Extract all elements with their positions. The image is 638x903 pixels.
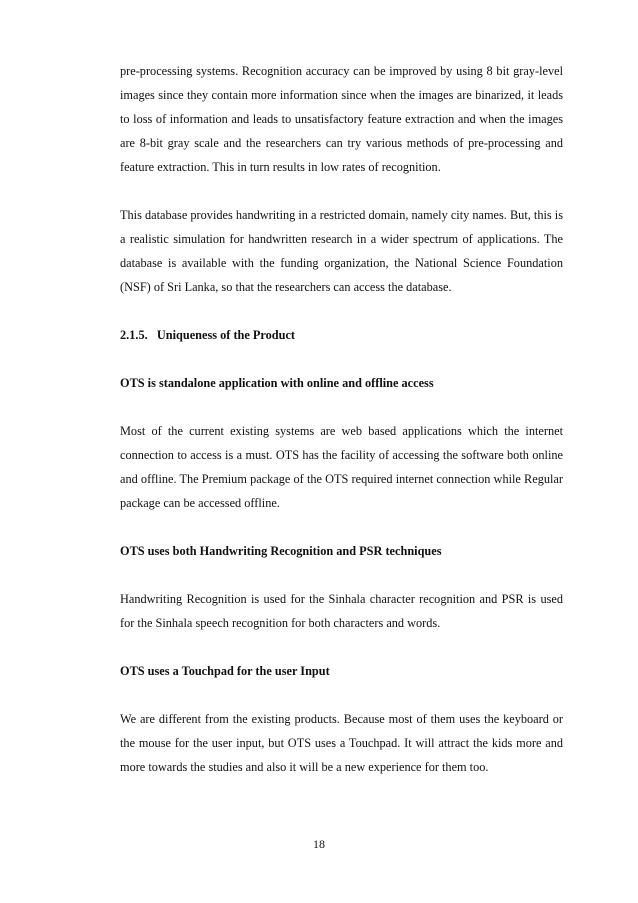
section-heading bbox=[120, 323, 563, 347]
subsection-heading-standalone: OTS is standalone application with online and offline access bbox=[120, 376, 434, 390]
section-number: 2.1.5. bbox=[120, 328, 148, 342]
subsection-heading-recognition: OTS uses both Handwriting Recognition and PSR techniques bbox=[120, 544, 442, 558]
body-paragraph-recognition: Handwriting Recognition is used for the Sinhala character recognition and PSR is used for the Sinhala speech recognition for both characters and words. bbox=[120, 592, 563, 630]
body-paragraph-touchpad: We are different from the existing products. Because most of them uses the keyboard or the mouse for the user input, but OTS uses a Touchpad. It will attract the kids more and more towards the studies and also it will be a new experience for them too. bbox=[120, 712, 563, 774]
body-paragraph-preprocessing: pre-processing systems. Recognition accuracy can be improved by using 8 bit gray-level images since they contain more information since when the images are binarized, it leads to loss of information and leads to unsatisfactory feature extraction and when the images are 8-bit gray scale and the researchers can try various methods of pre-processing and feature extraction. This in turn results in low rates of recognition. bbox=[120, 64, 563, 174]
subsection-heading-touchpad: OTS uses a Touchpad for the user Input bbox=[120, 664, 330, 678]
page-number: 18 bbox=[313, 837, 325, 851]
section-title: Uniqueness of the Product bbox=[156, 328, 296, 342]
body-paragraph-database: This database provides handwriting in a restricted domain, namely city names. But, this is a realistic simulation for handwritten research in a wider spectrum of applications. The database is available with the funding organization, the National Science Foundation (NSF) of Sri Lanka, so that the researchers can access the database. bbox=[120, 208, 563, 294]
body-paragraph-standalone: Most of the current existing systems are web based applications which the internet connection to access is a must. OTS has the facility of accessing the software both online and offline. The Premium package of the OTS required internet connection while Regular package can be accessed offline. bbox=[120, 424, 563, 510]
page-content bbox=[120, 59, 563, 779]
